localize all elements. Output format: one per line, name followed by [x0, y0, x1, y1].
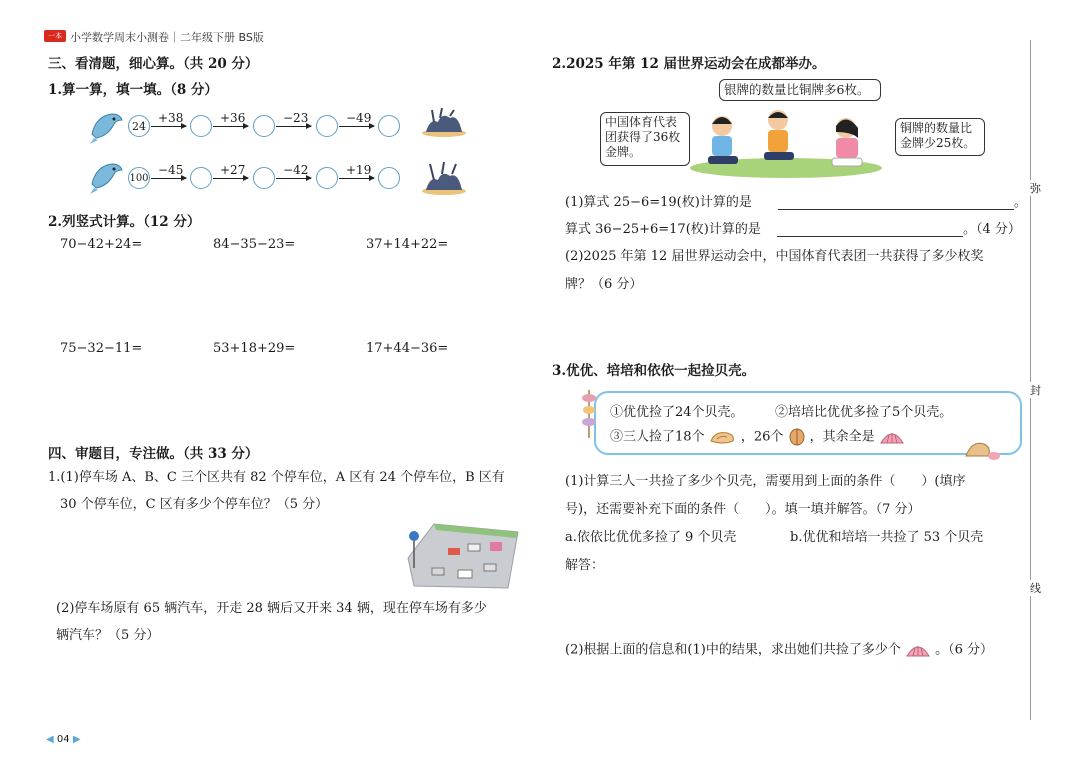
r-q2-p2-line2: 牌？（6 分）: [565, 277, 643, 292]
option-a: a.依依比优优多捡了 9 个贝壳: [565, 530, 737, 545]
r-q3-p1-line2: 号)，还需要补充下面的条件（ ）。填一填并解答。（7 分）: [565, 502, 921, 517]
answer-blank[interactable]: [316, 115, 338, 137]
calc-expr: 70−42+24=: [60, 237, 143, 252]
s4-q1-line2: 30 个停车位，C 区有多少个停车位？（5 分）: [60, 497, 329, 512]
op-label: −45: [158, 163, 184, 177]
chain-start-1: 24: [128, 115, 150, 137]
condition-1: ①优优捡了24个贝壳。: [610, 405, 744, 420]
r-q3-p2-b: 。（6 分）: [935, 642, 994, 658]
section3-heading: 三、看清题，细心算。（共 20 分）: [48, 56, 259, 72]
prev-page-icon: ◀: [46, 734, 54, 745]
arrow: [151, 178, 186, 179]
r-q2-title: 2.2025 年第 12 届世界运动会在成都举办。: [552, 56, 826, 72]
s4-q2-line1: (2)停车场原有 65 辆汽车，开走 28 辆后又开来 34 辆，现在停车场有多少: [56, 601, 487, 616]
op-label: −23: [283, 111, 309, 125]
answer-line[interactable]: [777, 236, 963, 237]
r-q3-p2-a: (2)根据上面的信息和(1)中的结果，求出她们共捡了多少个: [565, 642, 901, 658]
calc-expr: 37+14+22=: [366, 237, 449, 252]
binding-char-1: 弥: [1030, 182, 1041, 195]
arrow: [276, 178, 311, 179]
answer-blank[interactable]: [253, 115, 275, 137]
period: 。: [1014, 195, 1028, 210]
children-illustration: [686, 104, 886, 178]
parking-lot-illustration: [404, 518, 522, 592]
r-q2-p2-line1: (2)2025 年第 12 届世界运动会中，中国体育代表团一共获得了多少枚奖: [565, 249, 984, 264]
shell-string-icon: [578, 388, 600, 440]
calc-expr: 75−32−11=: [60, 341, 143, 356]
speech-bubble-top: 银牌的数量比铜牌多6枚。: [719, 79, 881, 101]
op-label: +38: [158, 111, 184, 125]
s4-q2-line2: 辆汽车？（5 分）: [56, 628, 160, 643]
footer-page: [46, 734, 81, 745]
answer-blank[interactable]: [190, 167, 212, 189]
cond3-part-a: ③三人捡了18个: [610, 429, 705, 445]
dolphin-icon: [86, 106, 126, 146]
binding-char-2: 封: [1030, 384, 1041, 397]
rock-coral-icon: [420, 104, 468, 138]
dolphin-icon: [86, 156, 126, 196]
r-q2-p1a: (1)算式 25−6=19(枚)计算的是: [565, 195, 752, 210]
arrow: [276, 126, 311, 127]
answer-blank[interactable]: [316, 167, 338, 189]
op-label: +27: [220, 163, 246, 177]
header-title: 小学数学周末小测卷｜二年级下册 BS版: [70, 31, 264, 44]
op-label: +36: [220, 111, 246, 125]
q2-title: 2.列竖式计算。（12 分）: [48, 214, 201, 230]
condition-3: [610, 428, 905, 446]
arrow: [151, 126, 186, 127]
answer-line[interactable]: [778, 209, 1014, 210]
answer-blank[interactable]: [190, 115, 212, 137]
clam-shell-icon: [788, 428, 806, 446]
r-q3-title: 3.优优、培培和依依一起捡贝壳。: [552, 363, 756, 379]
op-label: −42: [283, 163, 309, 177]
rock-coral-icon: [420, 158, 468, 196]
calc-expr: 17+44−36=: [366, 341, 449, 356]
answer-blank[interactable]: [253, 167, 275, 189]
condition-2: ②培培比优优多捡了5个贝壳。: [775, 405, 953, 420]
r-q2-p1b: 算式 36−25+6=17(枚)计算的是: [565, 222, 761, 237]
speech-bubble-right: 铜牌的数量比金牌少25枚。: [895, 118, 985, 156]
binding-line: [1030, 40, 1031, 720]
arrow: [339, 126, 374, 127]
scallop-shell-icon: [879, 429, 905, 445]
arrow: [339, 178, 374, 179]
speech-bubble-left: 中国体育代表团获得了36枚金牌。: [600, 112, 690, 166]
chain-start-2: 100: [128, 167, 150, 189]
cond3-part-c: ，其余全是: [809, 429, 875, 445]
arrow: [213, 126, 248, 127]
header-logo: 一本: [44, 30, 66, 42]
page-number: 04: [56, 734, 70, 745]
op-label: −49: [346, 111, 372, 125]
r-q2-score: 。（4 分）: [963, 222, 1021, 237]
option-b: b.优优和培培一共捡了 53 个贝壳: [790, 530, 984, 545]
next-page-icon: ▶: [72, 734, 81, 745]
scallop-shell-icon: [905, 642, 931, 658]
binding-char-3: 线: [1030, 582, 1041, 595]
answer-blank[interactable]: [378, 115, 400, 137]
section4-heading: 四、审题目，专注做。（共 33 分）: [48, 446, 259, 462]
answer-blank[interactable]: [378, 167, 400, 189]
arrow: [213, 178, 248, 179]
r-q3-p2: [565, 642, 993, 658]
s4-q1-line1: 1.(1)停车场 A、B、C 三个区共有 82 个停车位，A 区有 24 个停车位，B 区有: [48, 470, 505, 485]
cond3-part-b: ，26个: [740, 429, 784, 445]
conch-shell-icon: [709, 429, 737, 445]
decorative-shells-icon: [962, 436, 1002, 462]
op-label: +19: [346, 163, 372, 177]
calc-expr: 84−35−23=: [213, 237, 296, 252]
r-q3-p1-line1: (1)计算三人一共捡了多少个贝壳，需要用到上面的条件（ ）(填序: [565, 474, 966, 489]
q1-title: 1.算一算，填一填。（8 分）: [48, 82, 218, 98]
answer-label: 解答：: [565, 558, 605, 573]
calc-expr: 53+18+29=: [213, 341, 296, 356]
